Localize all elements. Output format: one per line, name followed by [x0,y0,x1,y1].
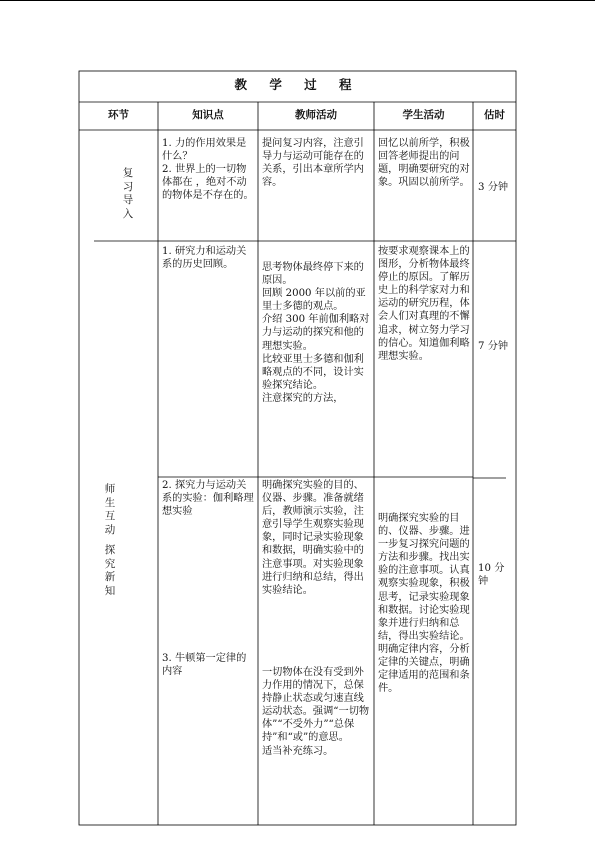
stage-interaction-b: 探究新知 [104,544,116,597]
stage2-row2-teacher-a: 明确探究实验的目的、仪器、步骤。准备就绪后，教师演示实验，注意引导学生观察实验现象，同时记录实验现象和数据，明确实验中的注意事项。对实验现象进行归纳和总结，得出实验结论。 [262,480,364,596]
stage2-row1-teacher: 思考物体最终停下来的原因。 回顾 2000 年以前的亚里士多德的观点。 介绍 300 年前伽利略对力与运动的探究和他的理想实验。 比较亚里士多德和伽利略观点的不同，设计实验探究结论。 注意探究的方法， [262,262,370,404]
stage1-time: 3 分钟 [478,182,509,193]
stage2-row1-time: 7 分钟 [478,341,509,352]
stage2-row2-student: 明确探究实验的目的、仪器、步骤。进一步复习探究问题的方法和步骤。找出实验的注意事项。认真观察实验现象，积极思考，记录实验现象和数据。讨论实验现象并进行归纳和总结，得出实验结论。 明确定律内容，分析定律的关键点，明确定律适用的范围和条件。 [378,513,470,695]
header-teacher: 教师活动 [295,109,337,121]
header-stage: 环节 [108,109,129,121]
stage2-row2-time: 10 分钟 [478,563,505,588]
section-title: 教 学 过 程 [234,77,361,92]
header-student: 学生活动 [402,109,445,121]
stage1-student: 回忆以前所学，积极回答老师提出的问题，明确要研究的对象。巩固以前所学。 [378,138,470,189]
stage1-knowledge: 1. 力的作用效果是什么？ 2. 世界上的一切物体都在 ，绝对不动的物体是不存在的。 [162,138,254,202]
stage2-row2-knowledge-b: 3. 牛顿第一定律的内容 [162,653,247,678]
stage2-row2-knowledge-a: 2. 探究力与运动关系的实验：伽利略理想实验 [162,480,254,518]
stage1-teacher: 提问复习内容，注意引导力与运动可能存在的关系，引出本章所学内容。 [262,138,364,189]
stage2-row1-student: 按要求观察课本上的图形，分析物体最终停止的原因。了解历史上的科学家对力和运动的研究历程，体会人们对真理的不懈追求，树立努力学习的信心。知道伽利略理想实验。 [378,246,470,362]
stage-review-intro: 复习导入 [122,167,134,220]
stage-interaction-a: 师生互动 [104,483,116,536]
header-knowledge: 知识点 [192,109,224,121]
stage2-row2-teacher-b: 一切物体在没有受到外力作用的情况下，总保持静止状态或匀速直线运动状态。强调“一切物体”“不受外力”“总保持”和“或”的意思。 适当补充练习。 [262,667,370,757]
stage2-row1-knowledge: 1. 研究力和运动关系的历史回顾。 [162,246,247,271]
header-time: 估时 [484,109,505,121]
